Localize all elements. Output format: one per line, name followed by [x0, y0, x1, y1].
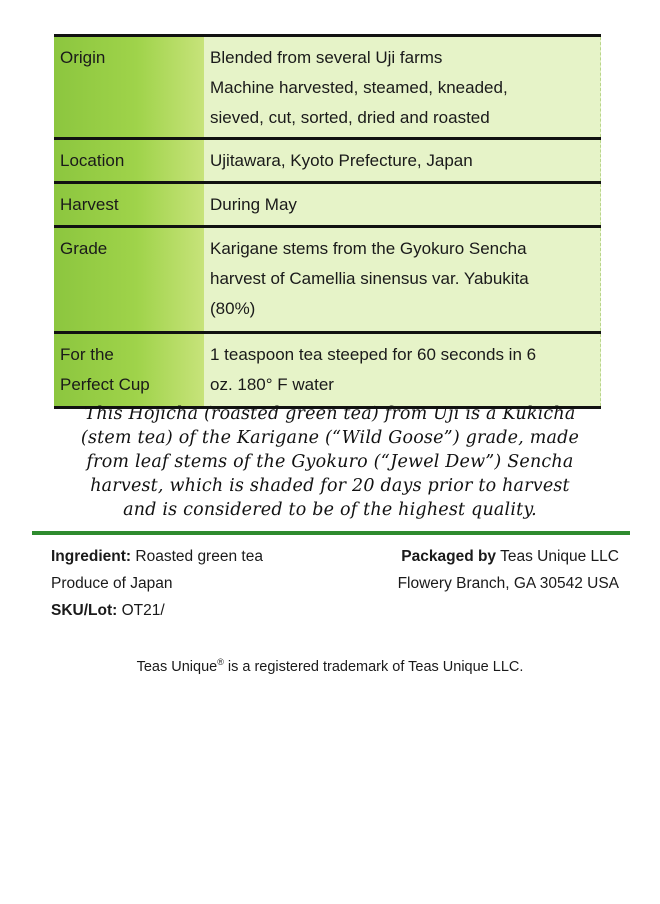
trademark-notice — [0, 657, 660, 675]
spec-label-line: Harvest — [60, 195, 119, 214]
spec-label — [54, 228, 204, 331]
spec-label — [54, 334, 204, 406]
spec-row-origin — [54, 37, 601, 140]
spec-label-line: Origin — [60, 48, 106, 67]
sku-line — [51, 597, 263, 624]
spec-row-location — [54, 140, 601, 184]
sku-value: OT21/ — [117, 602, 165, 619]
spec-value — [204, 184, 601, 225]
spec-label-line: Location — [60, 151, 125, 170]
spec-value-line: sieved, cut, sorted, dried and roasted — [210, 108, 490, 127]
spec-value — [204, 228, 601, 331]
spec-label — [54, 37, 204, 137]
trademark-text: is a registered trademark of Teas Unique LLC. — [223, 658, 524, 675]
packager-address: Flowery Branch, GA 30542 USA — [397, 575, 619, 592]
description-line: and is considered to be of the highest quality. — [123, 500, 537, 520]
description-line: (stem tea) of the Karigane (“Wild Goose”) grade, made — [80, 428, 580, 448]
packager-info — [398, 543, 619, 597]
produce-line: Produce of Japan — [51, 575, 173, 592]
spec-value-line: 1 teaspoon tea steeped for 60 seconds in 6 — [210, 345, 537, 364]
spec-value-line: oz. 180° F water — [210, 375, 334, 394]
packaged-value: Teas Unique LLC — [496, 548, 619, 565]
spec-label-line: Perfect Cup — [60, 375, 150, 394]
tea-description — [40, 402, 620, 522]
description-line: from leaf stems of the Gyokuro (“Jewel Dew”) Sencha — [86, 452, 574, 472]
spec-value — [204, 334, 601, 406]
ingredient-line — [51, 543, 263, 570]
description-line: This Hojicha (roasted green tea) from Uji is a Kukicha — [84, 404, 576, 424]
packaged-line — [398, 543, 619, 570]
trademark-brand: Teas Unique — [136, 658, 218, 675]
spec-value — [204, 37, 601, 137]
spec-label — [54, 140, 204, 181]
spec-row-perfect-cup — [54, 334, 601, 409]
spec-value-line: During May — [210, 195, 297, 214]
spec-label-line: For the — [60, 345, 114, 364]
spec-value-line: Machine harvested, steamed, kneaded, — [210, 78, 508, 97]
spec-row-grade — [54, 228, 601, 334]
packaged-label: Packaged by — [401, 548, 497, 565]
product-info — [51, 543, 263, 624]
spec-label — [54, 184, 204, 225]
registered-mark: ® — [217, 657, 224, 667]
sku-label: SKU/Lot: — [51, 602, 118, 619]
spec-value-line: harvest of Camellia sinensus var. Yabukita — [210, 269, 529, 288]
spec-value-line: Karigane stems from the Gyokuro Sencha — [210, 239, 527, 258]
spec-value-line: Ujitawara, Kyoto Prefecture, Japan — [210, 151, 473, 170]
green-divider — [32, 531, 630, 535]
spec-label-line: Grade — [60, 239, 108, 258]
ingredient-value: Roasted green tea — [131, 548, 263, 565]
description-line: harvest, which is shaded for 20 days prior to harvest — [90, 476, 570, 496]
spec-table — [54, 34, 601, 409]
spec-row-harvest — [54, 184, 601, 228]
spec-value-line: Blended from several Uji farms — [210, 48, 443, 67]
spec-value-line: (80%) — [210, 299, 256, 318]
spec-value — [204, 140, 601, 181]
ingredient-label: Ingredient: — [51, 548, 132, 565]
